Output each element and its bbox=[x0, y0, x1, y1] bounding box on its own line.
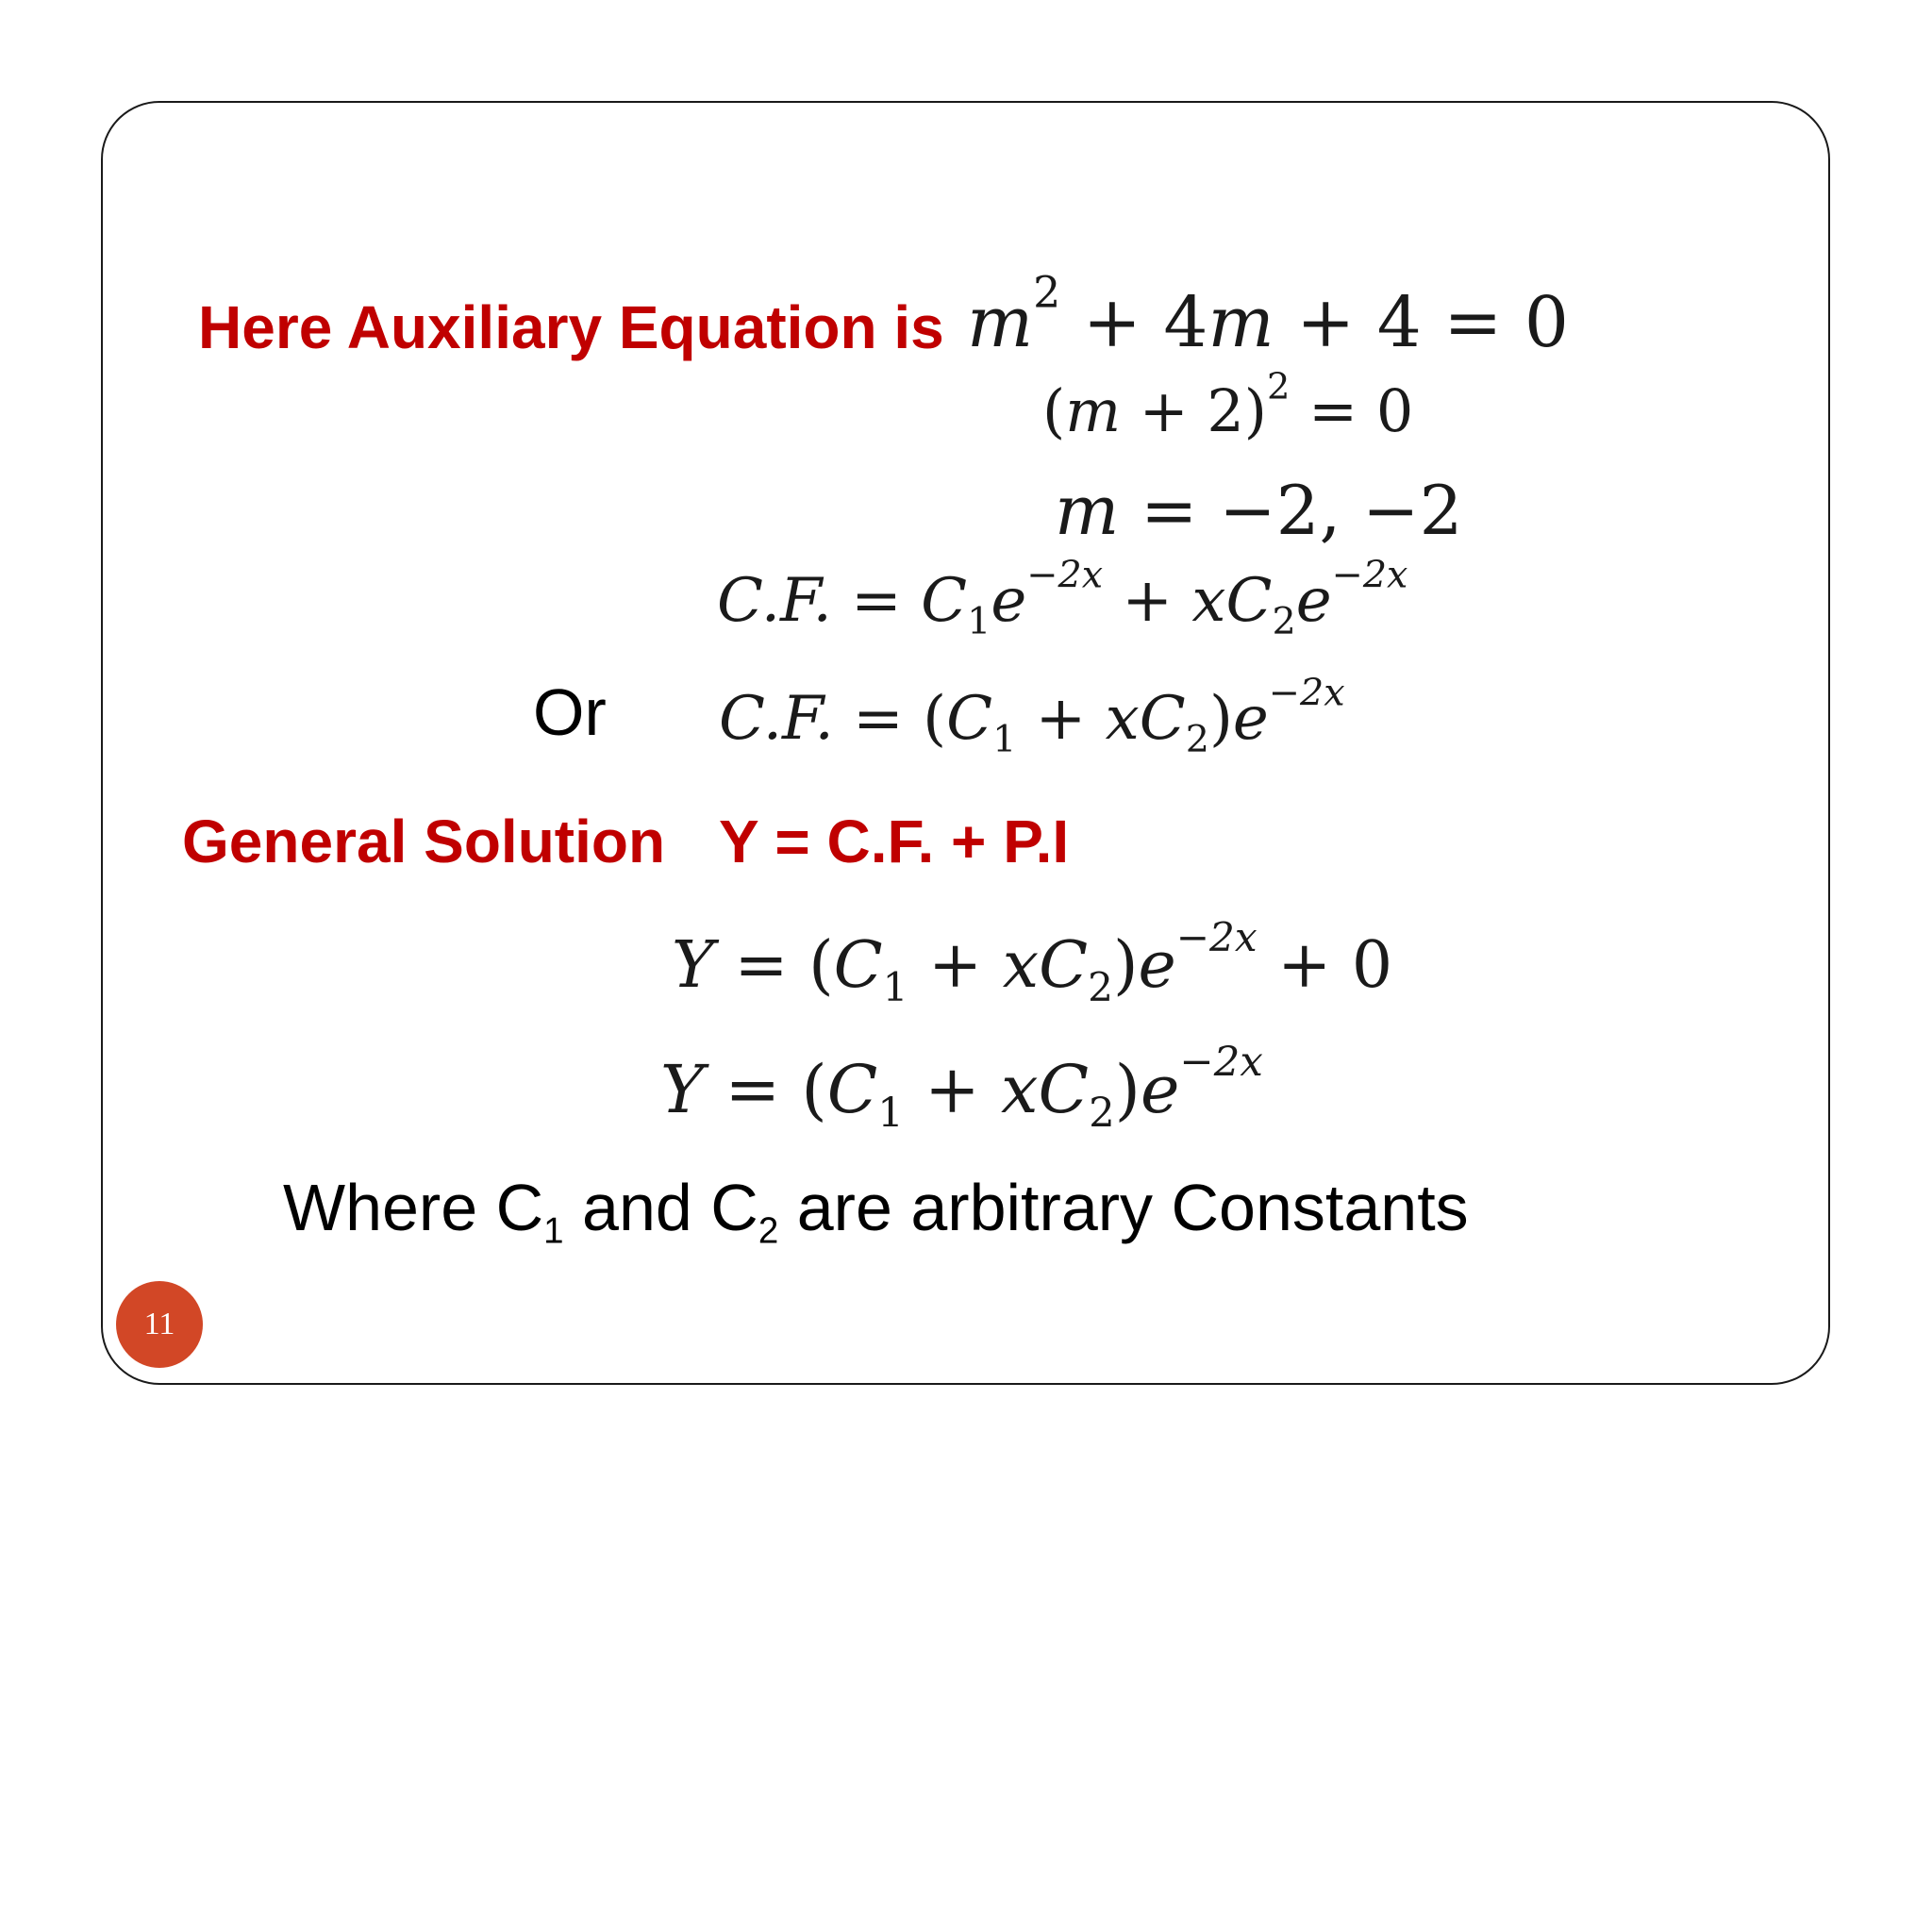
cf1-xc2: xC bbox=[1191, 566, 1273, 636]
cf1-eq: = bbox=[831, 566, 922, 636]
cf2-e: e bbox=[1232, 684, 1269, 754]
cf2-sub1: 1 bbox=[992, 717, 1017, 761]
cf1-label: C.F. bbox=[717, 566, 832, 636]
y1-sub2: 2 bbox=[1088, 963, 1113, 1010]
y1-e: e bbox=[1138, 928, 1176, 1003]
y1-end: + 0 bbox=[1257, 928, 1393, 1003]
cf1-e1: e bbox=[991, 566, 1027, 636]
note-sub2: 2 bbox=[758, 1210, 779, 1252]
y1-xc2: xC bbox=[1002, 928, 1089, 1003]
y2-y: Y bbox=[660, 1051, 705, 1128]
cf1-e2: e bbox=[1295, 566, 1332, 636]
y2-sub1: 1 bbox=[877, 1090, 904, 1138]
cf-equation-1 bbox=[717, 553, 1408, 643]
page-number-badge: 11 bbox=[116, 1281, 203, 1368]
constants-note bbox=[283, 1171, 1469, 1252]
note-part1: Where C bbox=[283, 1171, 544, 1244]
factored-open: ( bbox=[1042, 376, 1066, 445]
cf2-eq: = ( bbox=[833, 684, 947, 754]
cf2-close: ) bbox=[1208, 684, 1233, 754]
cf1-sub1: 1 bbox=[967, 599, 991, 643]
auxiliary-equation-label: Here Auxiliary Equation is bbox=[198, 293, 944, 361]
factored-end: = 0 bbox=[1290, 376, 1414, 445]
factored-equation bbox=[1042, 365, 1414, 445]
note-part2: and C bbox=[563, 1171, 758, 1244]
cf1-exp1: −2x bbox=[1026, 553, 1104, 597]
y1-sub1: 1 bbox=[882, 963, 908, 1010]
factored-exp: 2 bbox=[1267, 365, 1291, 408]
roots-m: m bbox=[1055, 471, 1120, 550]
aux-m: m bbox=[967, 282, 1034, 363]
cf1-sub2: 2 bbox=[1272, 599, 1296, 643]
cf1-c1: C bbox=[921, 566, 968, 636]
cf2-exp: −2x bbox=[1268, 671, 1345, 715]
y2-exp: −2x bbox=[1179, 1038, 1263, 1086]
y1-eq: = ( bbox=[713, 928, 834, 1003]
y2-close: ) bbox=[1114, 1051, 1141, 1128]
cf2-label: C.F. bbox=[719, 684, 834, 754]
auxiliary-equation bbox=[967, 266, 1569, 363]
roots-equation bbox=[1055, 471, 1463, 550]
cf2-xc2: xC bbox=[1105, 684, 1186, 754]
aux-exp: 2 bbox=[1033, 266, 1061, 318]
factored-mid: + 2) bbox=[1121, 376, 1267, 445]
y1-y: Y bbox=[672, 928, 714, 1003]
y1-exp: −2x bbox=[1175, 914, 1257, 961]
aux-end: + 4 = 0 bbox=[1274, 282, 1569, 363]
y-equation-2 bbox=[660, 1038, 1263, 1138]
y2-plus: + bbox=[903, 1051, 1002, 1128]
or-label: Or bbox=[533, 675, 607, 749]
cf2-plus: + bbox=[1016, 684, 1106, 754]
y2-eq: = ( bbox=[704, 1051, 827, 1128]
cf1-plus: + bbox=[1103, 566, 1192, 636]
general-solution-formula: Y = C.F. + P.I bbox=[719, 808, 1070, 875]
factored-m: m bbox=[1065, 376, 1121, 445]
y2-c1: C bbox=[826, 1051, 878, 1128]
general-solution-label: General Solution bbox=[182, 808, 666, 875]
roots-end: = −2, −2 bbox=[1119, 471, 1463, 550]
cf1-exp2: −2x bbox=[1331, 553, 1408, 597]
cf-equation-2 bbox=[719, 671, 1345, 761]
aux-rest: + 4 bbox=[1060, 282, 1208, 363]
cf2-sub2: 2 bbox=[1185, 717, 1209, 761]
y1-close: ) bbox=[1112, 928, 1139, 1003]
y1-c1: C bbox=[833, 928, 883, 1003]
y2-e: e bbox=[1140, 1051, 1180, 1128]
y2-xc2: xC bbox=[1001, 1051, 1090, 1128]
y2-sub2: 2 bbox=[1089, 1090, 1115, 1138]
y-equation-1 bbox=[672, 914, 1393, 1010]
y1-plus: + bbox=[908, 928, 1003, 1003]
cf2-c1: C bbox=[946, 684, 993, 754]
note-sub1: 1 bbox=[543, 1210, 564, 1252]
note-part3: are arbitrary Constants bbox=[778, 1171, 1469, 1244]
aux-m2: m bbox=[1208, 282, 1274, 363]
